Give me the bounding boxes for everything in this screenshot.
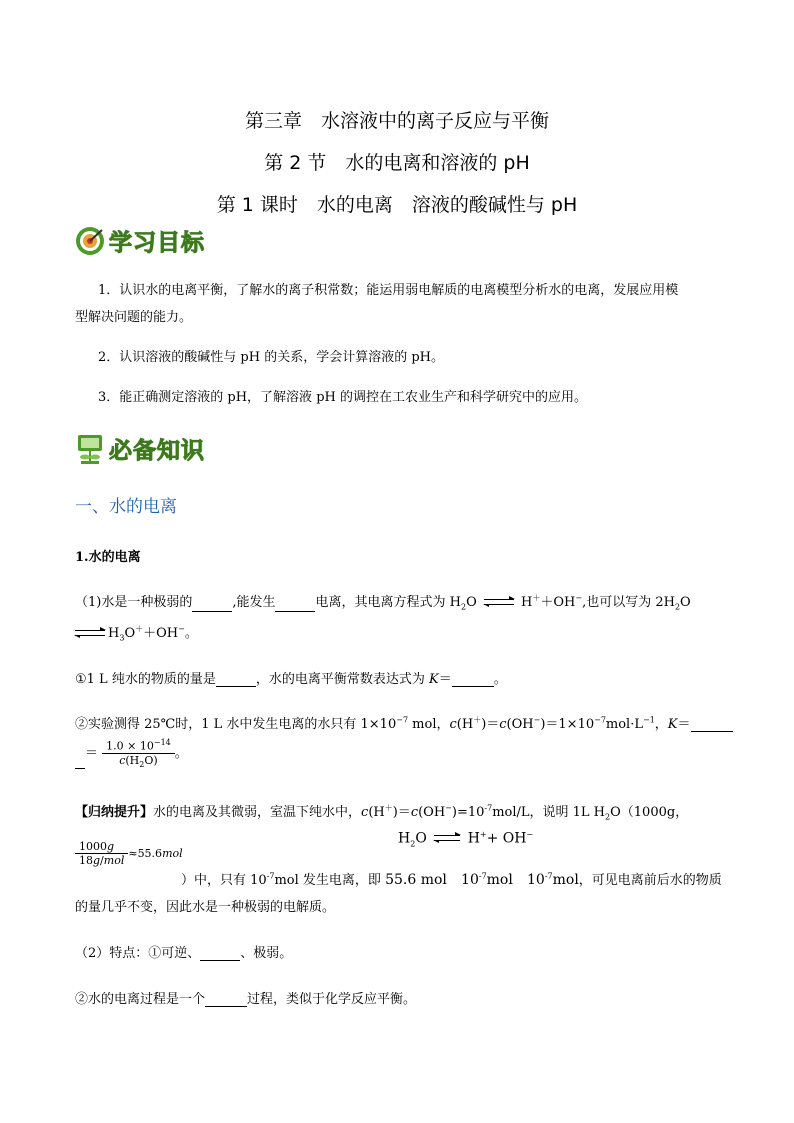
essential-knowledge-label: 必备知识 — [109, 438, 205, 464]
essential-knowledge-banner — [75, 432, 205, 465]
subheading: 1.水的电离 — [75, 550, 141, 565]
moles-fraction: $\frac{1000g}{\text{18g/mol}}$ ≈55.6mol — [75, 840, 183, 867]
paragraph-3-line-1: ②实验测得 25℃时，1 L 水中发生电离的水只有 $1\times 10^{-7}$ mol，$c(H^+)=c(OH^-)=1\times 10^{-7}mol\cdot L^{-1}$，K＝ — [75, 713, 733, 732]
goal-1-line-2: 型解决问题的能力。 — [75, 310, 193, 325]
equilibrium-arrow — [434, 834, 460, 844]
blank[interactable] — [200, 946, 240, 961]
learning-goals-label: 学习目标 — [109, 230, 205, 256]
learning-goals-banner — [75, 224, 205, 257]
blank[interactable] — [205, 992, 247, 1007]
paragraph-5: （2）特点：①可逆、 、极弱。 — [75, 946, 293, 961]
section-heading: 一、水的电离 — [75, 497, 177, 517]
book-plant-icon — [75, 433, 105, 465]
paragraph-3-line-2: ＝ $\frac{1.0 \times 10^{-14}}{c(H_2O)}$ 。 — [75, 738, 188, 769]
equilibrium-arrow — [484, 598, 514, 608]
section-title: 第 2 节 水的电离和溶液的 pH — [264, 152, 530, 174]
paragraph-4-line-2: ）中，只有 $10^{-7}mol$ 发生电离，即 55.6 mol $10^{-7}mol$ $10^{-7}mol$，可见电离前后水的物质 — [181, 871, 722, 888]
paragraph-2: ①1 L 纯水的物质的量是 ，水的电离平衡常数表达式为 K＝ 。 — [75, 672, 507, 687]
blank[interactable] — [452, 672, 494, 687]
equilibrium-arrow — [75, 629, 105, 639]
blank[interactable] — [691, 717, 733, 732]
ion-product-fraction: $\frac{1.0 \times 10^{-14}}{c(H_2O)}$ — [102, 738, 175, 769]
paragraph-4-line-3: 的量几乎不变，因此水是一种极弱的电解质。 — [75, 900, 336, 915]
paragraph-1-line-1: （1)水是一种极弱的 ,能发生 电离，其电离方程式为 $H_2O$ H＋＋OH−,也可以写为 $2H_2O$ — [75, 593, 691, 612]
goal-2: 2．认识溶液的酸碱性与 pH 的关系，学会计算溶液的 pH。 — [98, 350, 444, 365]
paragraph-6: ②水的电离过程是一个 过程，类似于化学反应平衡。 — [75, 992, 417, 1007]
chapter-title: 第三章 水溶液中的离子反应与平衡 — [244, 110, 549, 132]
paragraph-4-line-1: 【归纳提升】水的电离及其微弱，室温下纯水中，$c(H^+)=c(OH^-)=10^{-7}mol/L$，说明 1L $H_2O(1000g$， — [75, 803, 689, 822]
ionization-equation: $H_2O$ H++ OH− — [398, 830, 534, 849]
target-icon — [75, 226, 105, 256]
blank[interactable] — [216, 672, 256, 687]
lesson-title: 第 1 课时 水的电离 溶液的酸碱性与 pH — [216, 194, 578, 216]
goal-3: 3．能正确测定溶液的 pH，了解溶液 pH 的调控在工农业生产和科学研究中的应用。 — [98, 390, 587, 405]
blank[interactable] — [275, 597, 315, 612]
goal-1-line-1: 1．认识水的电离平衡，了解水的离子积常数；能运用弱电解质的电离模型分析水的电离，发展应用模 — [98, 283, 679, 298]
paragraph-1-line-2: $H_3O^++OH^-$。 — [75, 622, 198, 643]
blank[interactable] — [192, 597, 232, 612]
